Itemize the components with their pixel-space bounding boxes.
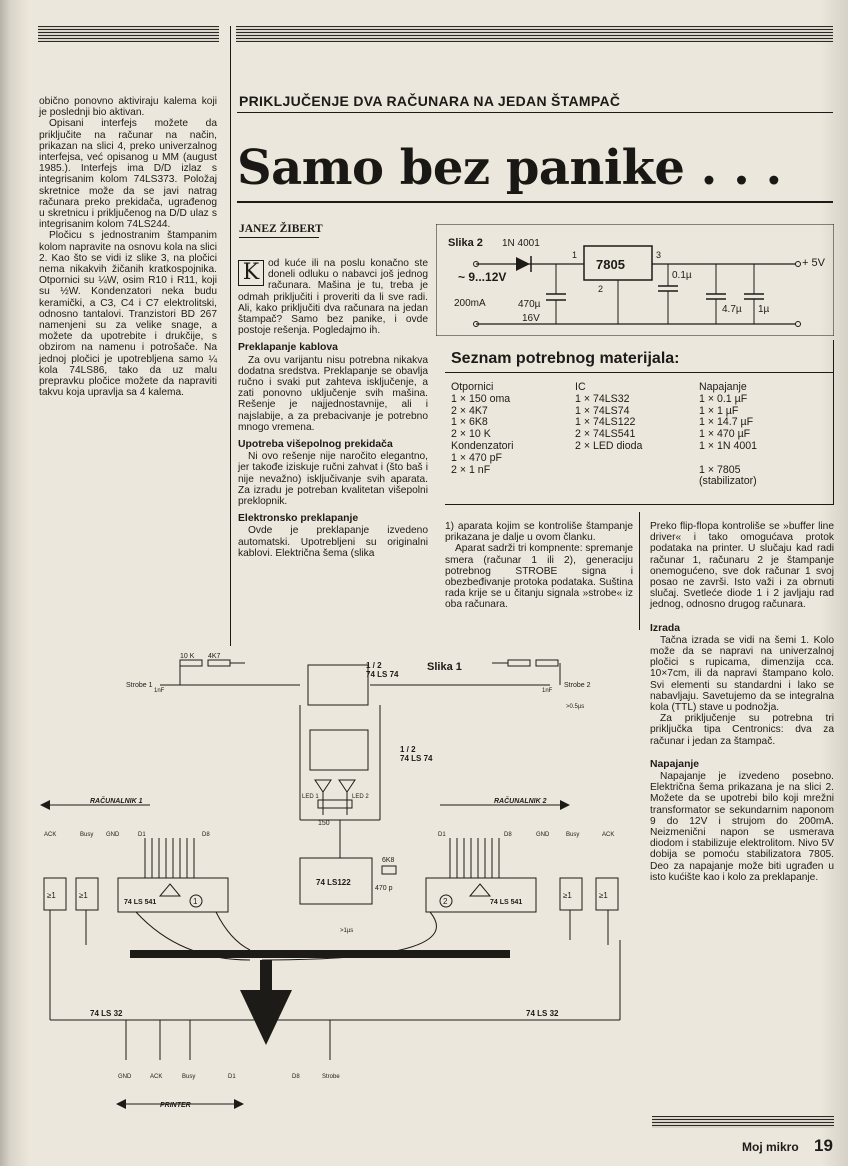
right-paragraph: Za priključenje su potrebna tri priključka tipa Centronics: dva za računar i jedan za štampač.: [650, 713, 834, 747]
mat-item: Kondenzatori: [451, 439, 514, 452]
d1-label-2: D1: [438, 832, 446, 838]
publication-name: Moj mikro: [742, 1140, 799, 1154]
or-label-right: 74 LS 32: [526, 1009, 559, 1018]
mat-item: (stabilizator): [699, 475, 757, 488]
r10k-label: 10 K: [180, 653, 195, 660]
mat-item: 2 × 10 K: [451, 428, 491, 441]
pulse-label: >0.5µs: [566, 704, 585, 710]
figure-2-label: Slika 2: [448, 237, 483, 249]
materials-bottom-rule: [445, 504, 834, 505]
mat-item: 1 × 150 oma: [451, 392, 511, 405]
mat-item: 1 × 6K8: [451, 416, 488, 429]
ack-label-1: ACK: [44, 832, 57, 838]
output-label: + 5V: [802, 257, 825, 269]
headline: Samo bez panike . . .: [237, 140, 782, 196]
right-paragraph: Napajanje je izvedeno posebno. Električna šema prikazana je na slici 2. Možete da se upotrebi bilo koji mrežni transformator se sekundarnim naponom 9 do 12V i strujom do 200mA. Neizmenični napon se usmerava diodom i stabilizuje elektrolitom. Nivo 5V dobija se pomoću stabilizatora 7805. Deo za napajanje može biti ugrađen u isto kućište kao i kolo za preklapanje.: [650, 771, 834, 883]
section-text: Ovde je preklapanje izvedeno automatski. Upotrebljeni su originalni kablovi. Električna šema (slika: [238, 525, 428, 559]
mat-item: 2 × 74LS541: [575, 428, 636, 441]
mat-item: 1 × 74LS122: [575, 416, 636, 429]
c1nf-label: 1nF: [154, 688, 165, 694]
mat-item: 1 × 470 µF: [699, 428, 751, 441]
or-symbol-1: ≥1: [47, 891, 56, 900]
materials-col-ic: [575, 382, 642, 453]
d1-label-1: D1: [138, 832, 146, 838]
materials-title: Seznam potrebnog materijala:: [451, 350, 680, 367]
right-column: [650, 521, 834, 883]
cap-1: 1µ: [758, 304, 770, 315]
section-heading: Elektronsko preklapanje: [238, 513, 359, 525]
r150-label: 150: [318, 820, 330, 827]
buffer1-number: 1: [193, 897, 198, 906]
article-column: [238, 258, 428, 559]
materials-right-rule: [833, 340, 834, 505]
d1-label-printer: D1: [228, 1074, 236, 1080]
c470p-label: 470 p: [375, 885, 393, 892]
d8-label-1: D8: [202, 832, 210, 838]
ack-label-2: ACK: [602, 832, 615, 838]
section-text: Ni ovo rešenje nije naročito elegantno, jer takođe iziskuje ručni zahvat i (što baš i nije nevažno) isključivanje svih aparata. Za izradu je potreban kvalitetan višepolni preklopnik.: [238, 451, 428, 508]
mat-item: 1 × 1 µF: [699, 404, 739, 417]
buffer2-number: 2: [443, 897, 448, 906]
mid-paragraph: Aparat sadrži tri kompnente: spremanje smera (računar 1 ili 2), generaciju potrebnog STROBE signa i obezbeđivanje protoka podataka. Suština rada krije se u čitanju signala »strobe« iz oba računara.: [445, 543, 633, 611]
middle-column: [445, 521, 633, 611]
figure-1-schematic: [30, 640, 650, 1120]
gnd-label-2: GND: [536, 832, 550, 838]
mat-item: 1 × 74LS74: [575, 404, 630, 417]
mat-item: IC: [575, 381, 586, 393]
left-column: [39, 96, 217, 398]
monostable-label: 74 LS122: [316, 878, 351, 887]
materials-box: [445, 340, 834, 504]
input-voltage: ~ 9...12V: [458, 270, 507, 284]
data-bus: [240, 960, 292, 1045]
mat-item: 1 × 1N 4001: [699, 439, 758, 452]
mat-item: 1 × 470 pF: [451, 451, 502, 464]
or-symbol-4: ≥1: [599, 891, 608, 900]
cap-47: 4.7µ: [722, 304, 742, 315]
mat-item: 1 × 74LS32: [575, 392, 630, 405]
author: JANEZ ŽIBERT: [239, 223, 323, 235]
busy-label-printer: Busy: [182, 1074, 196, 1080]
led1-label: LED 1: [302, 794, 319, 800]
pulse2-label: >1µs: [340, 928, 354, 934]
mat-item: 1 × 7805: [699, 463, 741, 476]
footer-band: [652, 1116, 834, 1128]
kicker-rule: [237, 112, 833, 113]
figure-1-label: Slika 1: [427, 661, 462, 673]
diode-label: 1N 4001: [502, 238, 540, 249]
section-text: Za ovu varijantu nisu potrebna nikakva dodatna sredstva. Preklapanje se obavlja ručno i svaki put zahteva isključenje, a zati ponovno uključenje svih mašina. Rešenje je najjednostavnije, ali i najslabije, a za prebacivanje je potrebno mnogo vremena.: [238, 354, 428, 433]
busy-label-1: Busy: [80, 832, 94, 838]
or-symbol-3: ≥1: [563, 891, 572, 900]
d8-label-2: D8: [504, 832, 512, 838]
diode-symbol: [516, 257, 530, 271]
computer2-label: RAČUNALNIK 2: [494, 798, 547, 805]
pin-3: 3: [656, 250, 662, 260]
gnd-label-1: GND: [106, 832, 120, 838]
mat-item: Napajanje: [699, 381, 747, 393]
input-current: 200mA: [454, 298, 486, 309]
mat-item: 1 × 0.1 µF: [699, 392, 748, 405]
right-paragraph: Tačna izrada se vidi na šemi 1. Kolo može da se napravi na univerzalnoj pločici s rupicama, dimenzija cca. 10×7cm, ili da napravi štampano kolo. Svi elementi su standardni i lako se nabavljaju. Savetujemo da se integralna kola (TTL) stave u podnožja.: [650, 634, 834, 714]
right-paragraph: Preko flip-flopa kontroliše se »buffer line driver« i tako omogućava protok podataka na printer. U slučaju kad radi računar 1, računaru 2 je štampanje onemogućeno, sve dok računar 1 svoj posao ne završi. Isto važi i za obrnuti slučaj. Svetleće diode 1 i 2 javljaju rad jednog, odnosno drugog računara.: [650, 521, 834, 611]
buffer2-label: 74 LS 541: [490, 899, 523, 906]
or-symbol-2: ≥1: [79, 891, 88, 900]
led2-label: LED 2: [352, 794, 369, 800]
materials-col-power: [699, 382, 757, 488]
buffer-2: [426, 878, 536, 912]
mat-item: 2 × 4K7: [451, 404, 488, 417]
column-divider-mid: [639, 512, 640, 630]
intro-text: od kuće ili na poslu konačno ste doneli odluku o nabavci još jednog računara. Mašina je tu, treba je odmah priključiti i proveriti da li sve radi. Ali, kako priključiti dva računara na jedan štampač? Samo bez panike, i ovde postoje rešenja. Pogledajmo ih.: [238, 258, 428, 337]
printer-label: PRINTER: [160, 1102, 191, 1109]
r4k7-label: 4K7: [208, 653, 221, 660]
cap-16v: 16V: [522, 313, 540, 324]
flipflop-1: [308, 665, 368, 705]
kicker: PRIKLJUČENJE DVA RAČUNARA NA JEDAN ŠTAMPAČ: [239, 93, 621, 109]
r6k8-label: 6K8: [382, 857, 395, 864]
flipflop-2: [310, 730, 368, 770]
header-band-right: [236, 26, 833, 42]
pin-2: 2: [598, 284, 604, 294]
drop-cap: K: [238, 260, 264, 286]
section-heading: Izrada: [650, 622, 681, 634]
cap-01: 0.1µ: [672, 270, 692, 281]
left-paragraph: obično ponovno aktiviraju kalema koji je poslednji bio aktivan.: [39, 96, 217, 119]
ff-label: 1 / 2 74 LS 74: [366, 661, 399, 679]
computer1-label: RAČUNALNIK 1: [90, 798, 143, 805]
section-heading: Upotreba višepolnog prekidača: [238, 439, 393, 451]
column-divider-top: [230, 26, 231, 646]
strobe-label-printer: Strobe: [322, 1074, 340, 1080]
gnd-label-printer: GND: [118, 1074, 132, 1080]
mat-item: Otpornici: [451, 381, 494, 393]
left-paragraph: Pločicu s jednostranim štampanim kolom napravite na osnovu kola na slici 2. Kao što se vidi iz slike 3, na pločici nema nikakvih žičanih kratkospojnika. Otpornici su ¼W, osim R10 i R11, koji su ½W. Kondenzatori neka budu keramički, a C3, C4 i C7 elektrolitski, odnosno tantalovi. Tranzistori BD 267 namenjeni su za velike snage, a možete da upotrebite i drukčije, s obzirom na namenu i potrošače. Na jednoj pločici je upotrebljena samo ¼ kola 74LS86, tako da uz malu prepravku pločice možete da napraviti takvu koja upravlja sa 4 kalema.: [39, 230, 217, 399]
c1nf-label-2: 1nF: [542, 688, 553, 694]
or-label-left: 74 LS 32: [90, 1009, 123, 1018]
buffer-1: [118, 878, 228, 912]
materials-col-resistors: [451, 382, 513, 476]
figure-2-schematic: [436, 224, 834, 336]
mat-item: 1 × 14.7 µF: [699, 416, 754, 429]
section-heading: Napajanje: [650, 758, 700, 770]
ack-label-printer: ACK: [150, 1074, 163, 1080]
cap-470: 470µ: [518, 299, 541, 310]
regulator-label: 7805: [596, 257, 625, 272]
intro: [238, 258, 428, 336]
page-number: 19: [814, 1136, 833, 1155]
ff2-label: 1 / 2 74 LS 74: [400, 745, 433, 763]
materials-title-rule: [445, 372, 834, 373]
mat-item: 2 × LED dioda: [575, 439, 643, 452]
mat-item: [699, 453, 757, 465]
header-band-left: [38, 26, 219, 42]
d8-label-printer: D8: [292, 1074, 300, 1080]
strobe1-label: Strobe 1: [126, 682, 153, 689]
pin-1: 1: [572, 250, 578, 260]
left-paragraph: Opisani interfejs možete da priključite na računar na način, prikazan na slici 4, preko univerzalnog interfejsa, već opisanog u MM (august 1985.). Interfejs ima D/D izlaz s integrisanim kolom 74LS373. Položaj skretnice može da se javi natrag računara preko prekidača, ugrađenog u skretnicu i priključenog na D/D ulaz s integrisanim kolom 74LS244.: [39, 118, 217, 231]
busy-label-2: Busy: [566, 832, 580, 838]
mid-paragraph: 1) aparata kojim se kontroliše štampanje prikazana je dalje u ovom članku.: [445, 521, 633, 544]
buffer1-label: 74 LS 541: [124, 899, 157, 906]
headline-rule: [237, 201, 833, 203]
section-heading: Preklapanje kablova: [238, 342, 338, 354]
author-rule: [239, 237, 319, 238]
strobe2-label: Strobe 2: [564, 682, 591, 689]
mat-item: 2 × 1 nF: [451, 463, 491, 476]
